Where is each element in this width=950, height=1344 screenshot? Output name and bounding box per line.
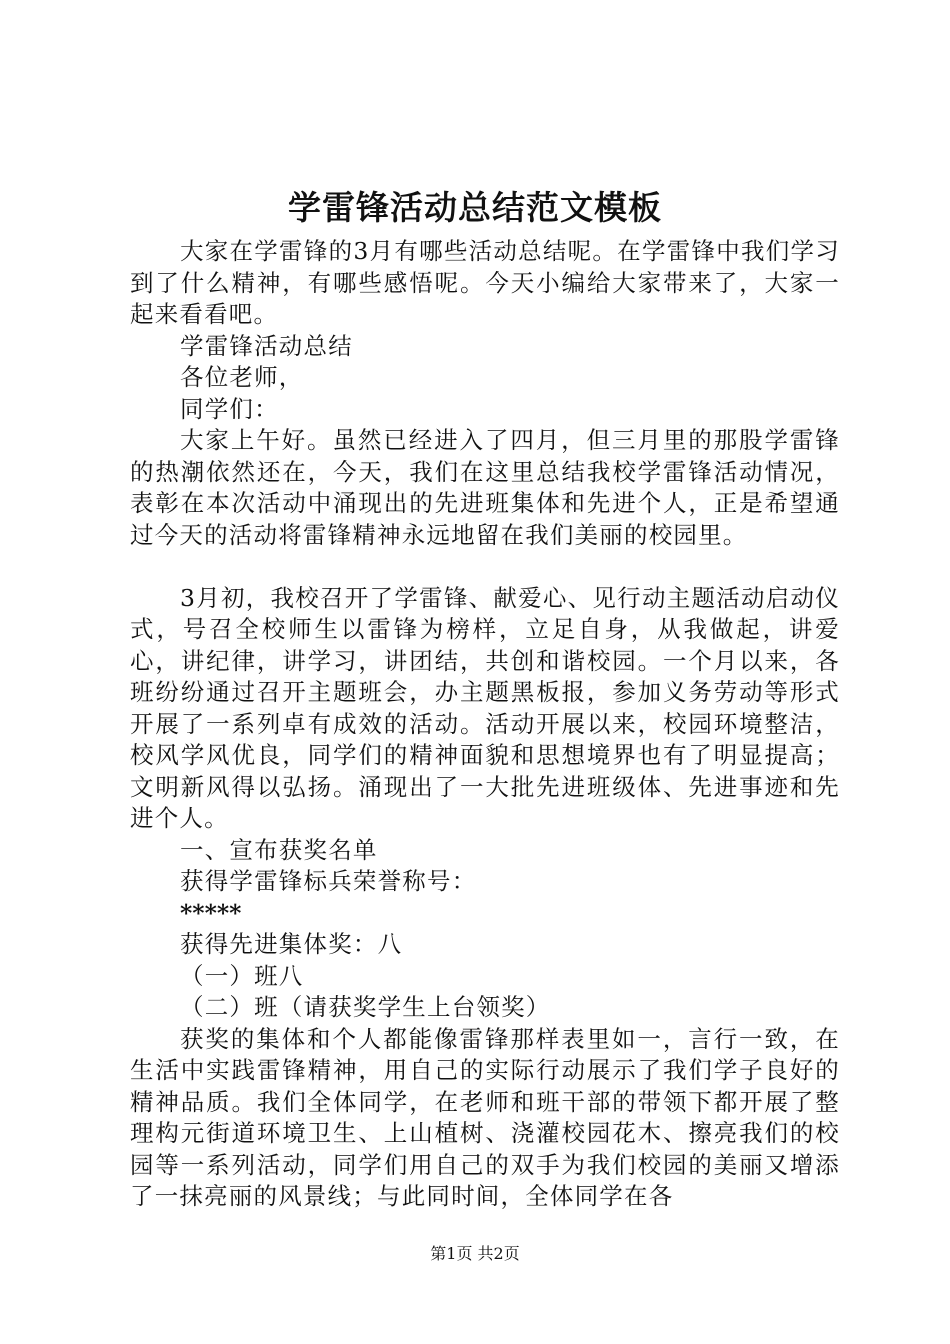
award-stars: ***** — [180, 898, 242, 927]
paragraph-praise: 获奖的集体和个人都能像雷锋那样表里如一，言行一致，在生活中实践雷锋精神，用自己的实际行动展示了我们学子良好的精神品质。我们全体同学，在老师和班干部的带领下都开展了整理构元街道环境卫生、上山植树、浇灌校园花木、擦亮我们的校园等一系列活动，同学们用自己的双手为我们校园的美丽又增添了一抹亮丽的风景线；与此同时间，全体同学在各 — [130, 1024, 840, 1210]
page-footer: 第1页 共2页 — [430, 1244, 520, 1263]
paragraph-opening: 大家上午好。虽然已经进入了四月，但三月里的那股学雷锋的热潮依然还在，今天，我们在这里总结我校学雷锋活动情况，表彰在本次活动中涌现出的先进班集体和先进个人，正是希望通过今天的活动将雷锋精神永远地留在我们美丽的校园里。 — [130, 426, 840, 549]
document-body — [130, 236, 840, 1213]
award-collective-line: 获得先进集体奖：八 — [180, 930, 403, 958]
award-class-1: （一）班八 — [180, 961, 304, 990]
greeting-students: 同学们： — [180, 394, 279, 423]
paragraph-activities: 3月初，我校召开了学雷锋、献爱心、见行动主题活动启动仪式，号召全校师生以雷锋为榜样，立足自身，从我做起，讲爱心，讲纪律，讲学习，讲团结，共创和谐校园。一个月以来，各班纷纷通过召开主题班会，办主题黑板报，参加义务劳动等形式开展了一系列卓有成效的活动。活动开展以来，校园环境整洁，校风学风优良，同学们的精神面貌和思想境界也有了明显提高；文明新风得以弘扬。涌现出了一大批先进班级体、先进事迹和先进个人。 — [130, 583, 840, 832]
document-title: 学雷锋活动总结范文模板 — [288, 188, 662, 227]
section-heading: 一、宣布获奖名单 — [180, 835, 378, 864]
subtitle-line: 学雷锋活动总结 — [180, 331, 353, 360]
paragraph-gap — [130, 551, 840, 583]
greeting-teachers: 各位老师， — [180, 363, 304, 391]
award-class-2: （二）班（请获奖学生上台领奖） — [180, 993, 551, 1021]
award-title-line: 获得学雷锋标兵荣誉称号： — [180, 867, 477, 895]
intro-paragraph: 大家在学雷锋的3月有哪些活动总结呢。在学雷锋中我们学习到了什么精神，有哪些感悟呢。今天小编给大家带来了，大家一起来看看吧。 — [130, 237, 840, 328]
